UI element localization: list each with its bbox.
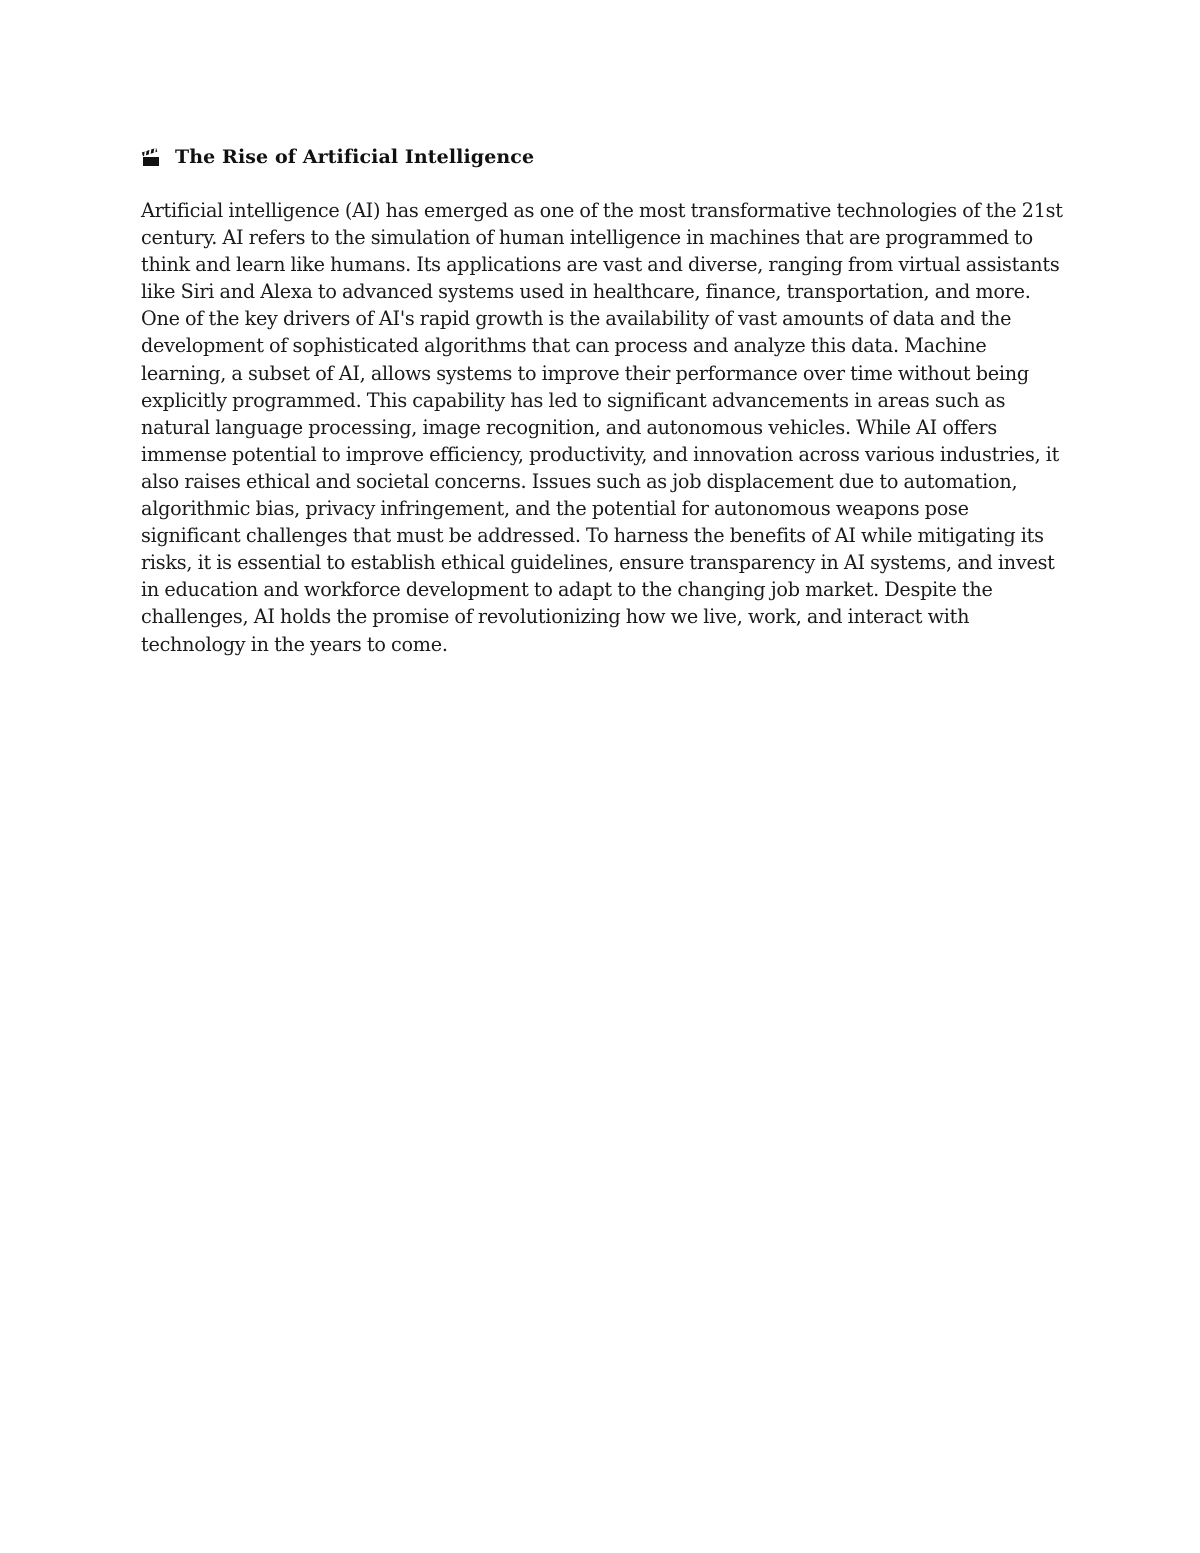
body-paragraph: Artificial intelligence (AI) has emerged as one of the most transformative technologies of the 21st century. AI refers to the simulation of human intelligence in machines that are programmed to think and learn like humans. Its applications are vast and diverse, ranging from virtual assistants like Siri and Alexa to advanced systems used in healthcare, finance, transportation, and more. One of the key drivers of AI's rapid growth is the availability of vast amounts of data and the development of sophisticated algorithms that can process and analyze this data. Machine learning, a subset of AI, allows systems to improve their performance over time without being explicitly programmed. This capability has led to significant advancements in areas such as natural language processing, image recognition, and autonomous vehicles. While AI offers immense potential to improve efficiency, productivity, and innovation across various industries, it also raises ethical and societal concerns. Issues such as job displacement due to automation, algorithmic bias, privacy infringement, and the potential for autonomous weapons pose significant challenges that must be addressed. To harness the benefits of AI while mitigating its risks, it is essential to establish ethical guidelines, ensure transparency in AI systems, and invest in education and workforce development to adapt to the changing job market. Despite the challenges, AI holds the promise of revolutionizing how we live, work, and interact with technology in the years to come. — [141, 199, 1063, 656]
document-heading — [141, 142, 1071, 172]
page-title: The Rise of Artificial Intelligence — [175, 146, 535, 168]
document-content — [141, 142, 1071, 677]
clapper-board-icon — [141, 148, 161, 168]
